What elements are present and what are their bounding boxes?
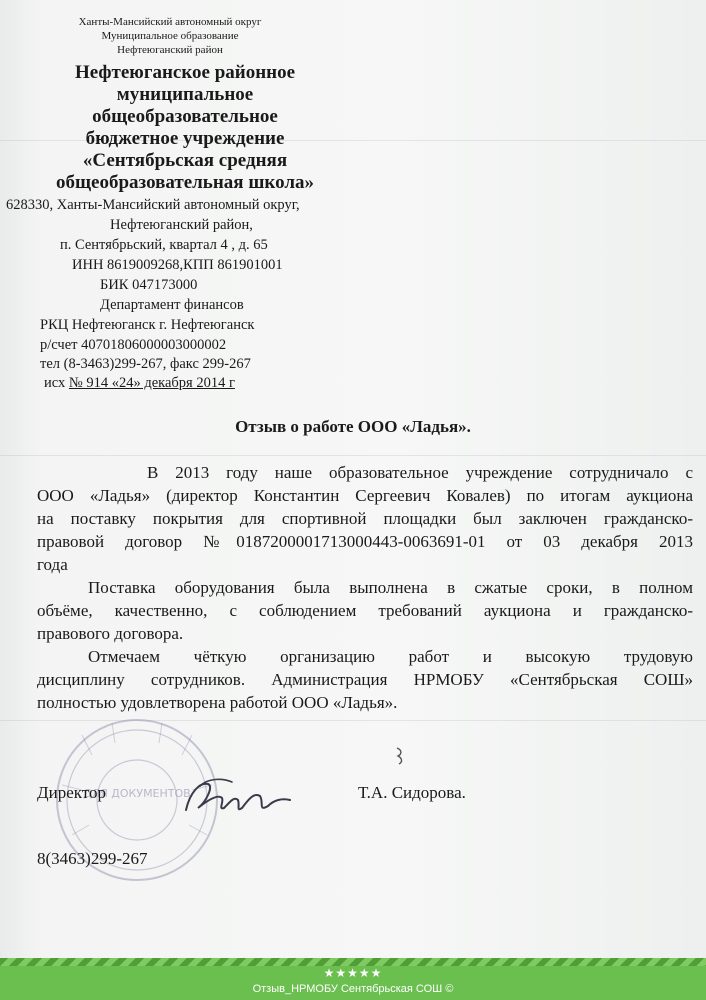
footer-banner [0, 958, 706, 1000]
outgoing-ref: № 914 «24» декабря 2014 г [68, 375, 235, 391]
department: Департамент финансов [100, 297, 244, 313]
bik: БИК 047173000 [100, 277, 198, 293]
body-line: В 2013 году наше образовательное учреждение сотрудничало с [147, 463, 693, 482]
signatory-name: Т.А. Сидорова. [358, 783, 466, 802]
body-line: Отмечаем чёткую организацию работ и высокую трудовую [88, 647, 693, 666]
org-name-line: бюджетное учреждение [85, 128, 285, 149]
ink-mark [393, 746, 407, 766]
body-line: на поставку покрытия для спортивной площадки был заключен гражданско- [37, 509, 693, 528]
org-name-line: общеобразовательная школа» [56, 172, 314, 193]
account-number: р/счет 40701806000003000002 [40, 337, 227, 353]
letter-title: Отзыв о работе ООО «Ладья». [235, 417, 471, 436]
letterhead-municipality: Муниципальное образование [101, 30, 239, 42]
address-line: Нефтеюганский район, [110, 217, 253, 233]
org-name-line: «Сентябрьская средняя [82, 150, 288, 171]
org-name-line: муниципальное [116, 84, 254, 105]
handwritten-signature [178, 772, 298, 824]
rating-stars: ★★★★★ [323, 966, 383, 980]
org-name-line: общеобразовательное [92, 106, 278, 127]
signatory-position: Директор [37, 783, 106, 802]
contact-phone: 8(3463)299-267 [37, 849, 148, 868]
body-line: Поставка оборудования была выполнена в сжатые сроки, в полном [88, 578, 693, 597]
outgoing-number [44, 374, 235, 393]
rkc: РКЦ Нефтеюганск г. Нефтеюганск [40, 317, 255, 333]
org-name-line: Нефтеюганское районное [74, 62, 296, 83]
body-line: объёме, качественно, с соблюдением требований аукциона и гражданско- [37, 601, 693, 620]
footer-caption: Отзыв_НРМОБУ Сентябрьская СОШ © [252, 983, 454, 995]
body-line: ООО «Ладья» (директор Константин Сергеевич Ковалев) по итогам аукциона [37, 486, 693, 505]
body-line: года [37, 555, 68, 574]
letterhead-region: Ханты-Мансийский автономный округ [78, 16, 262, 28]
footer-stripe [0, 958, 706, 966]
stamp-text: ДЛЯ ДОКУМЕНТОВ [83, 787, 191, 800]
address-line: 628330, Ханты-Мансийский автономный округ, [6, 197, 300, 213]
body-line: правовой договор №0187200001713000443-0063691-01 от 03 декабря 2013 [37, 532, 693, 551]
letterhead-district: Нефтеюганский район [117, 44, 223, 56]
scan-artifact [0, 455, 706, 456]
body-line: полностью удовлетворена работой ООО «Ладья». [37, 693, 398, 712]
outgoing-prefix: исх [44, 375, 66, 391]
phone-fax: тел (8-3463)299-267, факс 299-267 [40, 356, 251, 372]
inn-kpp: ИНН 8619009268,КПП 861901001 [72, 257, 283, 273]
address-line: п. Сентябрьский, квартал 4 , д. 65 [60, 237, 268, 253]
body-line: дисциплину сотрудников. Администрация НРМОБУ «Сентябрьская СОШ» [37, 670, 693, 689]
body-line: правового договора. [37, 624, 184, 643]
